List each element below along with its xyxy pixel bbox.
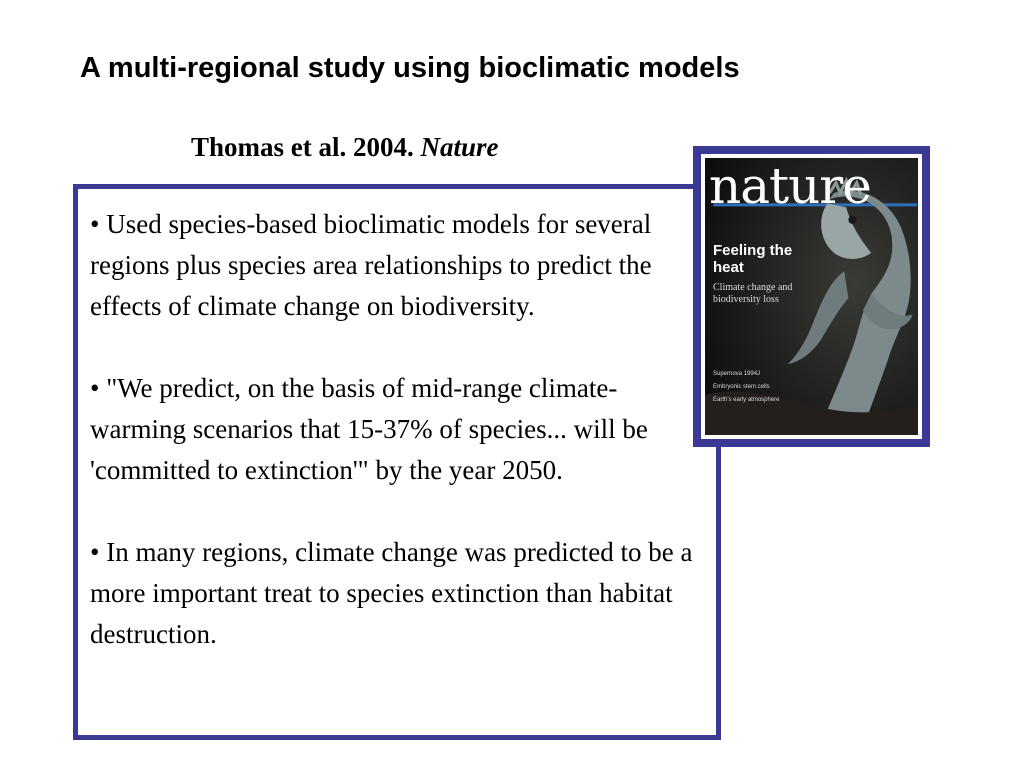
journal-cover-frame (693, 146, 930, 447)
cover-teaser: Earth's early atmosphere (713, 397, 780, 403)
bullet-item (90, 532, 706, 655)
citation-authors-year: Thomas et al. 2004. (191, 132, 414, 162)
bullet-marker: • (90, 209, 100, 239)
bullet-item (90, 204, 706, 327)
bullet-marker: • (90, 373, 100, 403)
bullet-text: "We predict, on the basis of mid-range climate-warming scenarios that 15-37% of species... will be 'committed to extinction'" by the year 2050. (90, 373, 648, 485)
cover-masthead: nature (709, 158, 871, 215)
bullet-item (90, 368, 706, 491)
cover-teasers (713, 370, 823, 409)
cover-teaser: Supernova 1994J (713, 371, 761, 377)
citation-journal: Nature (420, 132, 499, 162)
bullet-box (73, 184, 721, 740)
cover-teaser: Embryonic stem cells (713, 384, 770, 390)
bullet-text: In many regions, climate change was predicted to be a more important treat to species extinction than habitat destruction. (90, 537, 693, 649)
citation (191, 131, 499, 163)
cover-subhead: Climate change and biodiversity loss (713, 282, 793, 305)
bullet-marker: • (90, 537, 100, 567)
cover-headline: Feeling the heat (713, 242, 793, 276)
bullet-text: Used species-based bioclimatic models for several regions plus species area relationships to predict the effects of climate change on biodiversity. (90, 209, 652, 321)
slide-title: A multi-regional study using bioclimatic models (80, 52, 740, 84)
journal-cover-image (705, 158, 918, 435)
